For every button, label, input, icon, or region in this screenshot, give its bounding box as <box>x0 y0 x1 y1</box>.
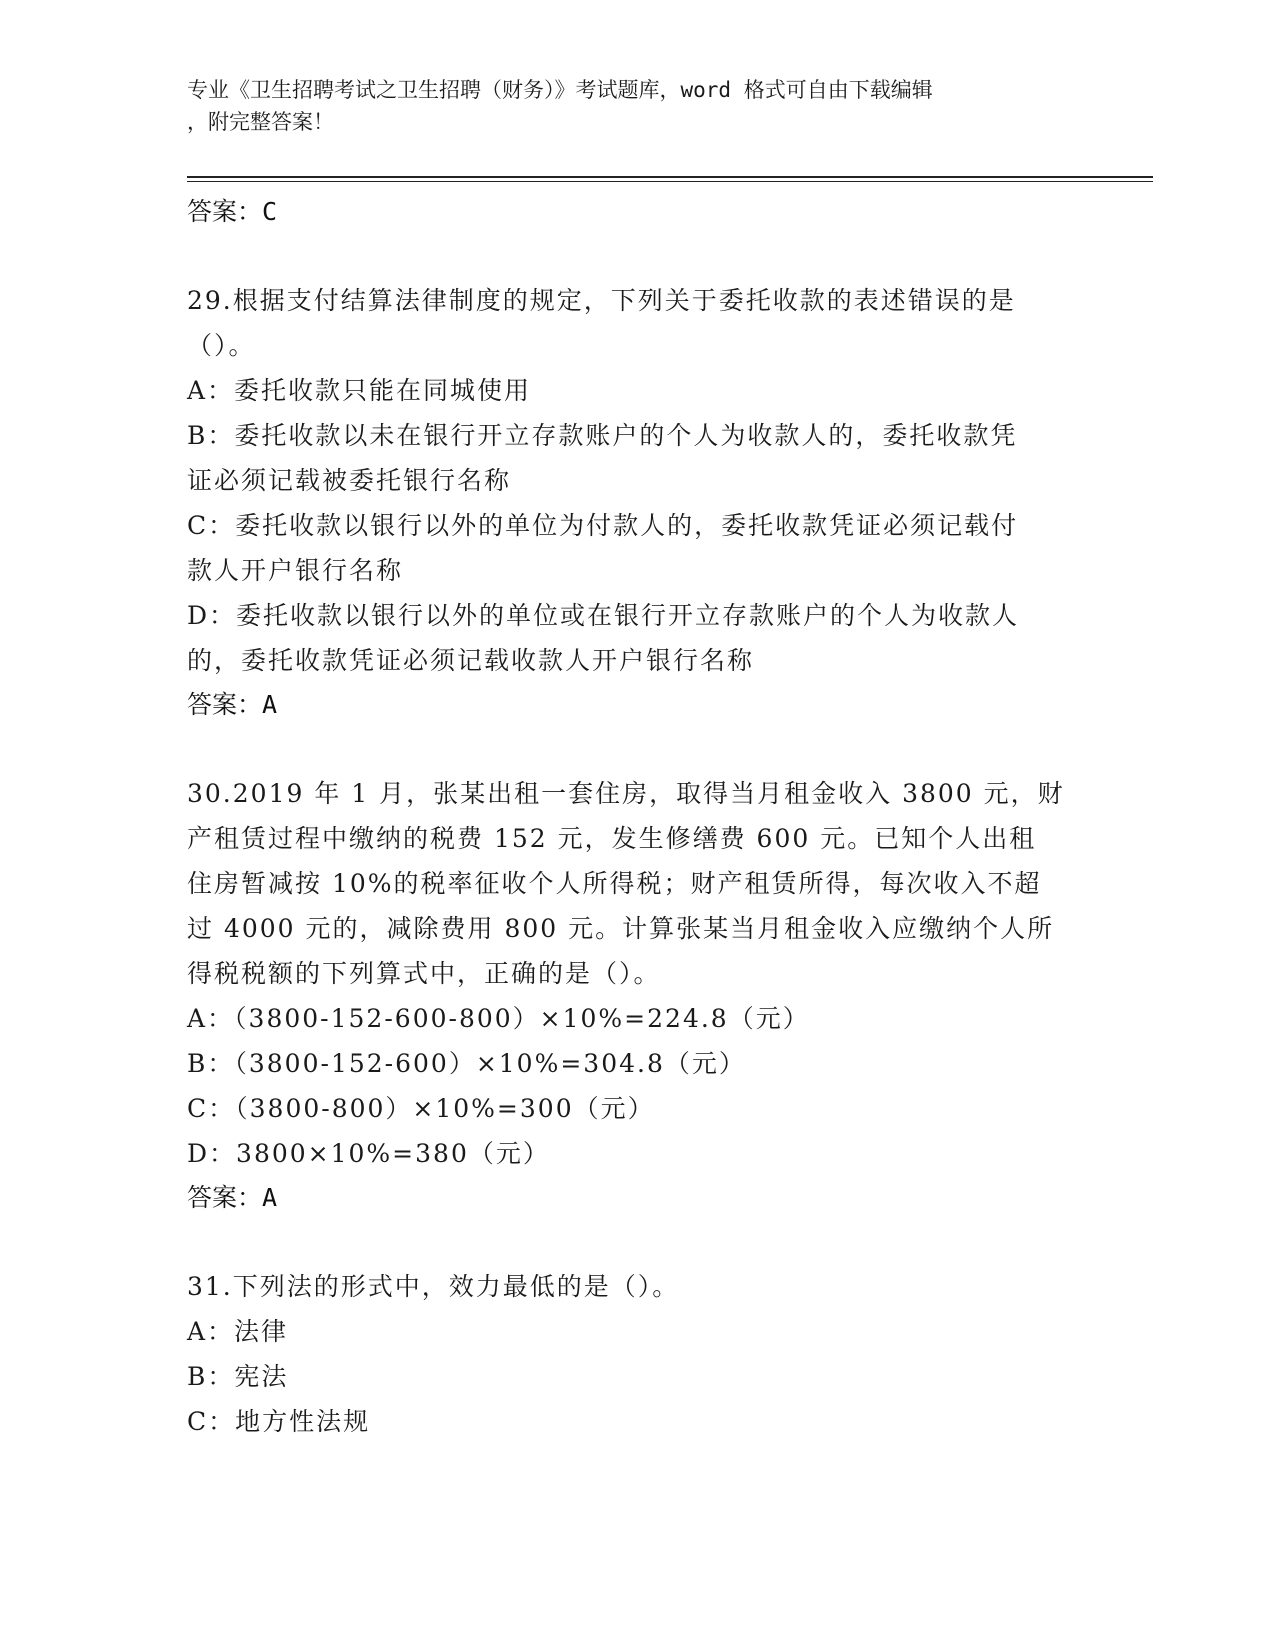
spacer <box>187 1220 1087 1264</box>
option-c-continued: 款人开户银行名称 <box>187 556 404 585</box>
option-c: C：地方性法规 <box>187 1407 371 1436</box>
option-c: C：（3800-800）×10%=300（元） <box>187 1094 655 1123</box>
question-stem-line: 30.2019 年 1 月，张某出租一套住房，取得当月租金收入 3800 元，财 <box>187 779 1065 808</box>
option-a: A：委托收款只能在同城使用 <box>187 376 532 405</box>
spacer <box>187 234 1087 278</box>
question-31 <box>187 1264 1087 1444</box>
question-stem-line: 31.下列法的形式中，效力最低的是（）。 <box>187 1272 680 1301</box>
header-title-line-1: 专业《卫生招聘考试之卫生招聘（财务）》考试题库，word 格式可自由下载编辑 <box>187 78 933 102</box>
header-divider-thin <box>187 181 1153 182</box>
option-d: D：委托收款以银行以外的单位或在银行开立存款账户的个人为收款人 <box>187 601 1020 630</box>
answer-line: 答案：A <box>187 1183 278 1212</box>
question-stem-line: 过 4000 元的，减除费用 800 元。计算张某当月租金收入应缴纳个人所 <box>187 914 1055 943</box>
option-a: A：（3800-152-600-800）×10%=224.8（元） <box>187 1004 810 1033</box>
question-stem-line: 29.根据支付结算法律制度的规定，下列关于委托收款的表述错误的是 <box>187 286 1016 315</box>
option-b: B：委托收款以未在银行开立存款账户的个人为收款人的，委托收款凭 <box>187 421 1018 450</box>
header-divider-thick <box>187 176 1153 178</box>
question-stem-line: 住房暂减按 10%的税率征收个人所得税；财产租赁所得，每次收入不超 <box>187 869 1042 898</box>
document-body <box>187 190 1087 1444</box>
option-a: A：法律 <box>187 1317 289 1346</box>
question-stem-line: 产租赁过程中缴纳的税费 152 元，发生修缮费 600 元。已知个人出租 <box>187 824 1037 853</box>
option-b: B：（3800-152-600）×10%=304.8（元） <box>187 1049 746 1078</box>
document-header <box>187 74 1067 138</box>
question-stem-line: （）。 <box>187 331 256 360</box>
option-b: B：宪法 <box>187 1362 289 1391</box>
option-b-continued: 证必须记载被委托银行名称 <box>187 466 512 495</box>
question-30 <box>187 771 1087 1220</box>
question-29 <box>187 278 1087 727</box>
option-d-continued: 的，委托收款凭证必须记载收款人开户银行名称 <box>187 646 755 675</box>
spacer <box>187 727 1087 771</box>
header-title-line-2: ，附完整答案！ <box>187 110 334 134</box>
question-stem-line: 得税税额的下列算式中，正确的是（）。 <box>187 959 661 988</box>
answer-line: 答案：A <box>187 690 278 719</box>
option-d: D：3800×10%=380（元） <box>187 1139 550 1168</box>
option-c: C：委托收款以银行以外的单位为付款人的，委托收款凭证必须记载付 <box>187 511 1019 540</box>
answer-line-q28: 答案：C <box>187 197 278 226</box>
